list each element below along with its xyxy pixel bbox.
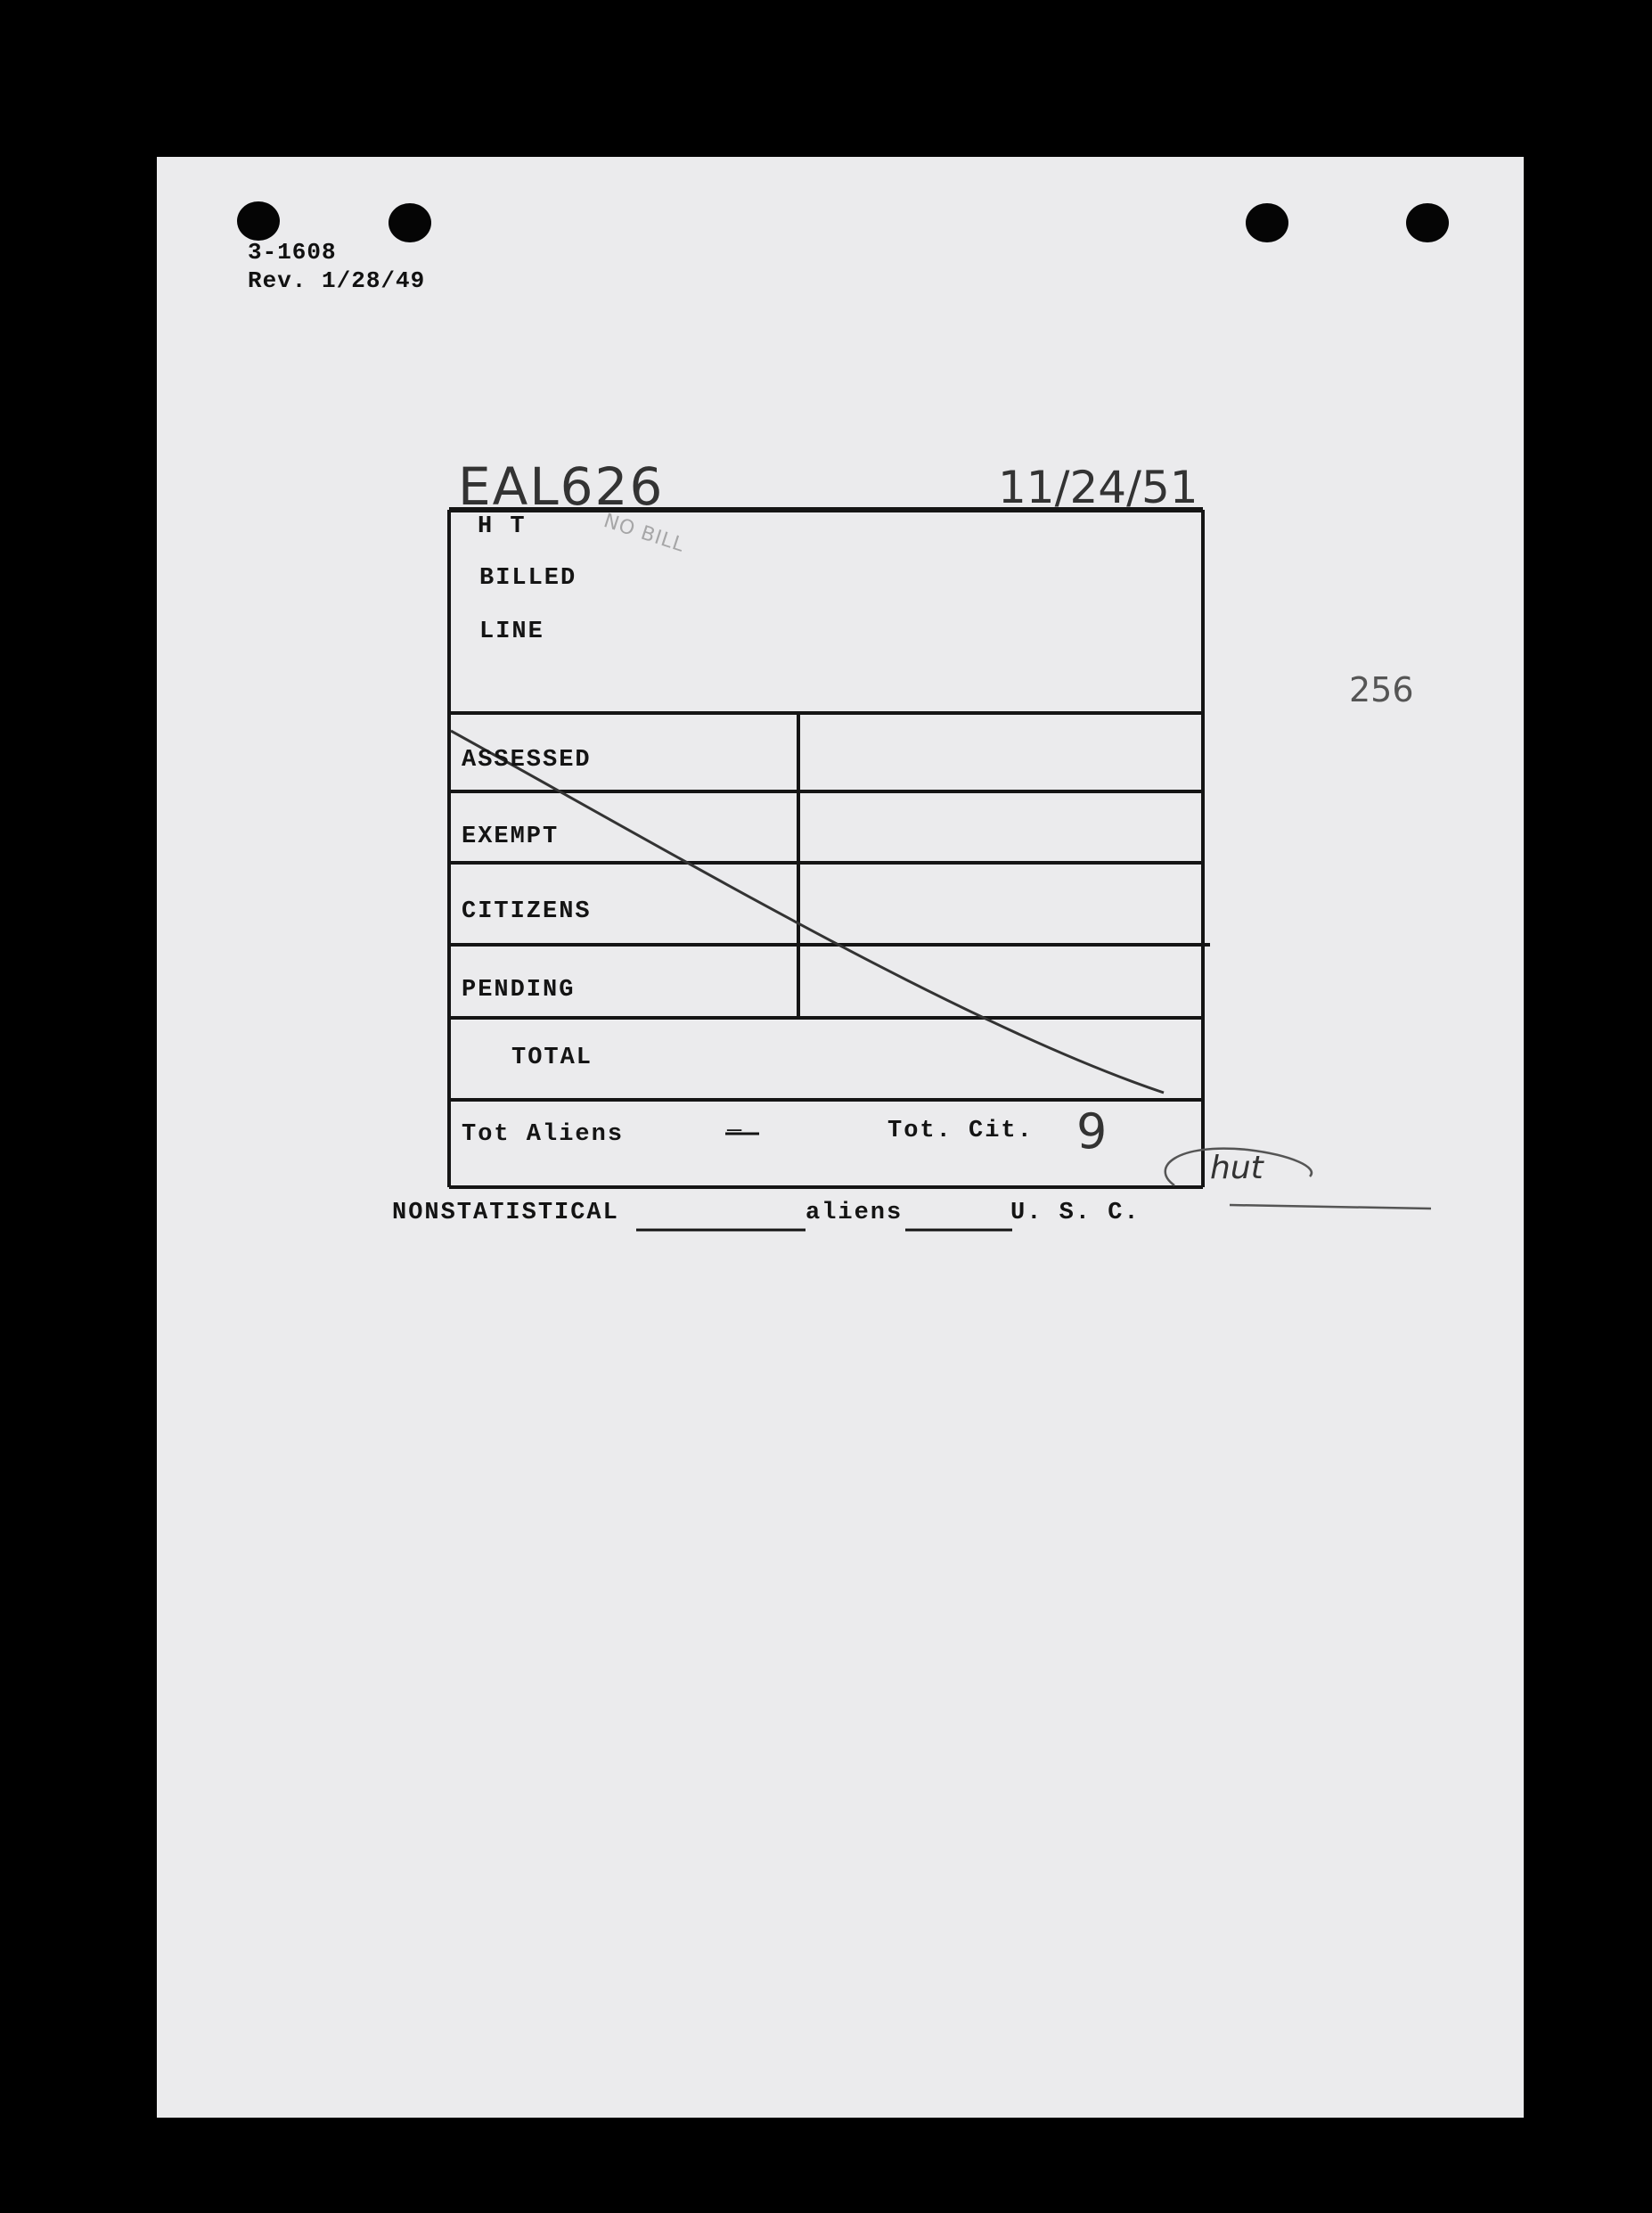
nonstatistical-label: NONSTATISTICAL [392,1200,619,1226]
total-label: TOTAL [511,1045,593,1071]
aliens-label: aliens [806,1200,904,1226]
form-revision: Rev. 1/28/49 [248,267,426,294]
header-line-line: LINE [479,619,544,645]
handwritten-date: 11/24/51 [998,462,1198,513]
handwritten-tot-cit: 9 [1076,1103,1108,1160]
handwritten-initials: hut [1210,1150,1264,1186]
header-line-ht: H T [478,513,527,540]
row-label-citizens: CITIZENS [462,898,592,925]
tot-cit-label: Tot. Cit. [887,1118,1034,1144]
header-line-billed: BILLED [479,565,577,592]
no-bill-stamp: NO BILL [601,510,688,557]
page-number: 256 [1349,670,1414,709]
usc-label: U. S. C. [1010,1200,1141,1226]
row-label-exempt: EXEMPT [462,824,560,850]
row-label-pending: PENDING [462,977,576,1004]
form-number: 3-1608 [248,239,337,266]
row-label-assessed: ASSESSED [462,747,592,774]
tot-aliens-value: — [727,1118,744,1144]
handwritten-ship-code: EAL626 [458,456,665,517]
tot-aliens-label: Tot Aliens [462,1121,625,1148]
